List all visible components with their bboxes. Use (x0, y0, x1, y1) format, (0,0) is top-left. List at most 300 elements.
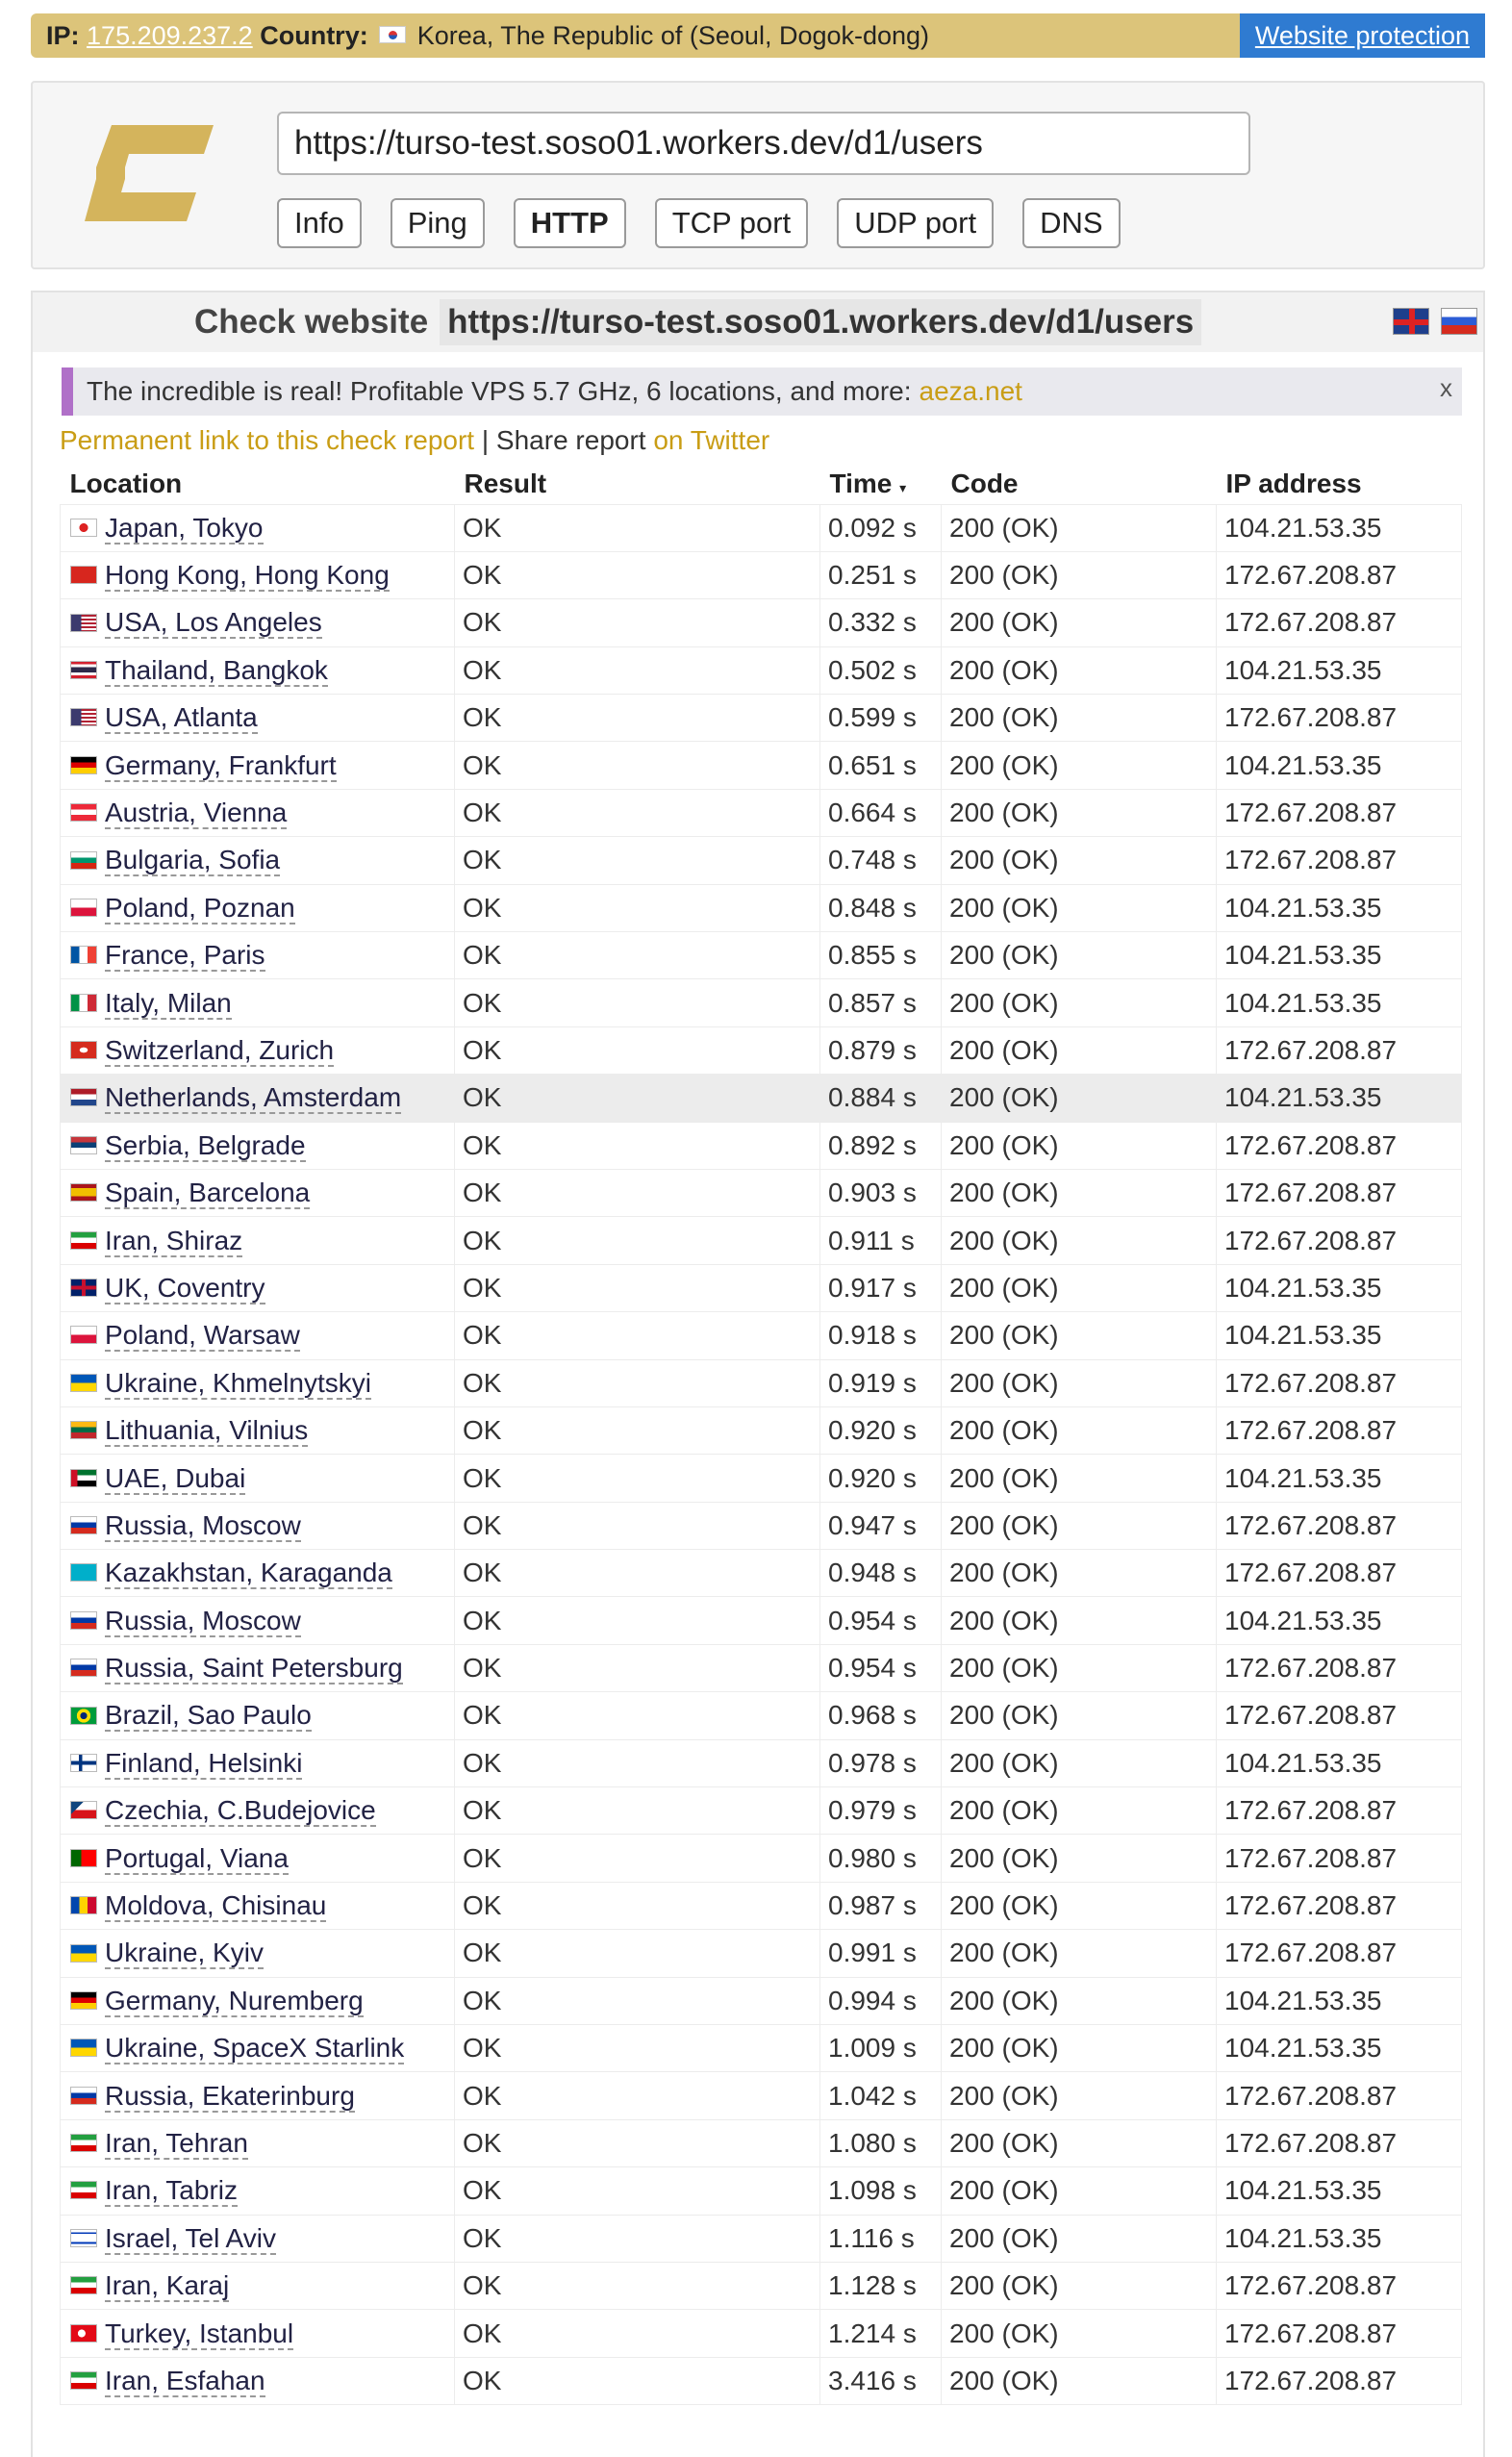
table-row (61, 2025, 1462, 2072)
cell-location (61, 2310, 455, 2357)
cell-location (61, 837, 455, 884)
cell-code: 200 (OK) (942, 2167, 1217, 2215)
flag-ir-icon (70, 2134, 97, 2152)
location-link[interactable]: Italy, Milan (105, 987, 232, 1018)
location-link[interactable]: USA, Atlanta (105, 702, 258, 733)
tab-info[interactable]: Info (277, 198, 362, 248)
cell-result: OK (455, 742, 820, 789)
cell-result: OK (455, 1835, 820, 1882)
cell-location (61, 1597, 455, 1644)
flag-tr-icon (70, 2324, 97, 2343)
table-row (61, 2119, 1462, 2166)
table-row (61, 884, 1462, 931)
cell-code: 200 (OK) (942, 2025, 1217, 2072)
cell-code: 200 (OK) (942, 1930, 1217, 1977)
ad-link[interactable]: aeza.net (919, 376, 1022, 406)
sort-arrow-icon: ▾ (899, 479, 907, 495)
cell-result: OK (455, 1359, 820, 1406)
cell-location (61, 504, 455, 551)
share-line (60, 425, 769, 456)
cell-ip: 104.21.53.35 (1217, 2167, 1462, 2215)
table-row (61, 789, 1462, 836)
cell-ip: 104.21.53.35 (1217, 884, 1462, 931)
location-link[interactable]: Moldova, Chisinau (105, 1890, 327, 1921)
cell-result: OK (455, 1406, 820, 1454)
ip-link[interactable]: 175.209.237.2 (87, 20, 253, 50)
location-link[interactable]: France, Paris (105, 940, 265, 971)
cell-time: 3.416 s (820, 2357, 942, 2404)
cell-time: 0.920 s (820, 1455, 942, 1502)
cell-location (61, 2025, 455, 2072)
permalink-link[interactable]: Permanent link to this check report (60, 425, 475, 455)
table-row (61, 2167, 1462, 2215)
cell-location (61, 742, 455, 789)
cell-result: OK (455, 2025, 820, 2072)
cell-location (61, 1550, 455, 1597)
cell-ip: 104.21.53.35 (1217, 979, 1462, 1026)
cell-code: 200 (OK) (942, 1597, 1217, 1644)
cell-ip: 172.67.208.87 (1217, 1692, 1462, 1739)
cell-code: 200 (OK) (942, 1835, 1217, 1882)
cell-result: OK (455, 1692, 820, 1739)
table-row (61, 1644, 1462, 1691)
cell-result: OK (455, 1075, 820, 1122)
ad-banner (62, 367, 1462, 416)
url-input[interactable] (277, 112, 1250, 175)
cell-location (61, 1787, 455, 1835)
cell-ip: 172.67.208.87 (1217, 1026, 1462, 1074)
location-link[interactable]: Iran, Esfahan (105, 2365, 265, 2395)
table-row (61, 1930, 1462, 1977)
cell-time: 0.918 s (820, 1312, 942, 1359)
column-header-code[interactable]: Code (950, 468, 1019, 498)
cell-result: OK (455, 2167, 820, 2215)
column-header-time[interactable] (820, 464, 942, 504)
cell-code: 200 (OK) (942, 1502, 1217, 1549)
cell-result: OK (455, 1217, 820, 1264)
cell-code: 200 (OK) (942, 1644, 1217, 1691)
cell-code: 200 (OK) (942, 2357, 1217, 2404)
cell-code: 200 (OK) (942, 551, 1217, 598)
cell-ip: 172.67.208.87 (1217, 1169, 1462, 1216)
location-link[interactable]: Bulgaria, Sofia (105, 845, 281, 875)
cell-ip: 104.21.53.35 (1217, 2025, 1462, 2072)
cell-result: OK (455, 1882, 820, 1929)
cell-location (61, 1406, 455, 1454)
cell-code: 200 (OK) (942, 1122, 1217, 1169)
cell-time: 0.978 s (820, 1739, 942, 1786)
cell-result: OK (455, 646, 820, 694)
flag-gb-icon (70, 1279, 97, 1297)
cell-result: OK (455, 551, 820, 598)
table-row (61, 599, 1462, 646)
check-type-tabs (277, 198, 1121, 248)
cell-code: 200 (OK) (942, 504, 1217, 551)
cell-ip: 104.21.53.35 (1217, 2215, 1462, 2262)
cell-result: OK (455, 1739, 820, 1786)
cell-time: 0.664 s (820, 789, 942, 836)
cell-time: 0.748 s (820, 837, 942, 884)
cell-code: 200 (OK) (942, 1359, 1217, 1406)
cell-result: OK (455, 979, 820, 1026)
cell-ip: 104.21.53.35 (1217, 1312, 1462, 1359)
cell-location (61, 2072, 455, 2119)
cell-time: 0.892 s (820, 1122, 942, 1169)
cell-location (61, 2215, 455, 2262)
table-row (61, 2357, 1462, 2404)
cell-ip: 172.67.208.87 (1217, 695, 1462, 742)
cell-location (61, 2262, 455, 2309)
cell-time: 1.214 s (820, 2310, 942, 2357)
visitor-info (31, 21, 1240, 51)
location-link[interactable]: Portugal, Viana (105, 1842, 289, 1873)
table-row (61, 1122, 1462, 1169)
tab-udp-port[interactable]: UDP port (837, 198, 994, 248)
cell-location (61, 1264, 455, 1311)
location-link[interactable]: Russia, Saint Petersburg (105, 1653, 403, 1684)
tab-dns[interactable]: DNS (1022, 198, 1120, 248)
share-label: | Share report (474, 425, 654, 455)
cell-ip: 172.67.208.87 (1217, 1502, 1462, 1549)
cell-time: 0.884 s (820, 1075, 942, 1122)
location-link[interactable]: Poland, Poznan (105, 892, 295, 923)
location-link[interactable]: Netherlands, Amsterdam (105, 1082, 402, 1113)
flag-ua-icon (70, 1944, 97, 1963)
location-link[interactable]: Iran, Shiraz (105, 1225, 243, 1255)
flag-ru-icon (70, 1659, 97, 1677)
flag-nl-icon (70, 1088, 97, 1106)
table-row (61, 1597, 1462, 1644)
cell-result: OK (455, 2119, 820, 2166)
location-link[interactable]: Serbia, Belgrade (105, 1129, 306, 1160)
flag-rs-icon (70, 1136, 97, 1154)
cell-code: 200 (OK) (942, 837, 1217, 884)
flag-pl-icon (70, 1326, 97, 1344)
cell-code: 200 (OK) (942, 2215, 1217, 2262)
close-icon[interactable]: x (1440, 373, 1452, 402)
cell-result: OK (455, 1644, 820, 1691)
cell-result: OK (455, 1122, 820, 1169)
location-link[interactable]: Czechia, C.Budejovice (105, 1795, 376, 1826)
flag-ir-icon (70, 2181, 97, 2199)
cell-ip: 172.67.208.87 (1217, 1550, 1462, 1597)
flag-kz-icon (70, 1563, 97, 1582)
cell-code: 200 (OK) (942, 1882, 1217, 1929)
flag-ru-icon (70, 1516, 97, 1534)
table-row (61, 1882, 1462, 1929)
location-link[interactable]: USA, Los Angeles (105, 607, 322, 638)
check-form (31, 81, 1485, 269)
logo-icon[interactable] (83, 119, 217, 227)
cell-code: 200 (OK) (942, 599, 1217, 646)
cell-time: 1.116 s (820, 2215, 942, 2262)
cell-code: 200 (OK) (942, 1739, 1217, 1786)
cell-ip: 104.21.53.35 (1217, 932, 1462, 979)
cell-code: 200 (OK) (942, 789, 1217, 836)
table-row (61, 1217, 1462, 1264)
flag-cz-icon (70, 1801, 97, 1819)
cell-time: 0.954 s (820, 1597, 942, 1644)
flag-at-icon (70, 803, 97, 822)
cell-time: 1.009 s (820, 2025, 942, 2072)
cell-time: 0.919 s (820, 1359, 942, 1406)
location-link[interactable]: UAE, Dubai (105, 1462, 246, 1493)
cell-ip: 172.67.208.87 (1217, 1882, 1462, 1929)
location-link[interactable]: UK, Coventry (105, 1272, 265, 1303)
cell-location (61, 884, 455, 931)
country-label: Country: (260, 20, 368, 50)
cell-ip: 104.21.53.35 (1217, 1455, 1462, 1502)
table-row (61, 742, 1462, 789)
cell-time: 0.502 s (820, 646, 942, 694)
cell-result: OK (455, 789, 820, 836)
flag-ae-icon (70, 1469, 97, 1487)
flag-ir-icon (70, 2276, 97, 2294)
table-row (61, 2072, 1462, 2119)
cell-location (61, 789, 455, 836)
cell-result: OK (455, 837, 820, 884)
location-link[interactable]: Iran, Tabriz (105, 2175, 238, 2206)
flag-pl-icon (70, 899, 97, 917)
cell-result: OK (455, 1169, 820, 1216)
flag-jp-icon (70, 519, 97, 537)
column-header-location[interactable]: Location (69, 468, 183, 498)
cell-location (61, 932, 455, 979)
report-header (33, 292, 1483, 352)
cell-ip: 172.67.208.87 (1217, 2262, 1462, 2309)
flag-lt-icon (70, 1421, 97, 1439)
cell-time: 0.987 s (820, 1882, 942, 1929)
tab-tcp-port[interactable]: TCP port (655, 198, 808, 248)
cell-code: 200 (OK) (942, 2119, 1217, 2166)
cell-time: 0.857 s (820, 979, 942, 1026)
location-link[interactable]: Russia, Moscow (105, 1605, 301, 1635)
location-link[interactable]: Finland, Helsinki (105, 1747, 303, 1778)
cell-ip: 172.67.208.87 (1217, 1122, 1462, 1169)
cell-time: 0.920 s (820, 1406, 942, 1454)
cell-time: 0.332 s (820, 599, 942, 646)
cell-time: 0.855 s (820, 932, 942, 979)
cell-code: 200 (OK) (942, 1550, 1217, 1597)
cell-time: 0.251 s (820, 551, 942, 598)
cell-time: 0.980 s (820, 1835, 942, 1882)
flag-it-icon (70, 994, 97, 1012)
cell-time: 0.954 s (820, 1644, 942, 1691)
cell-code: 200 (OK) (942, 2072, 1217, 2119)
cell-location (61, 1977, 455, 2024)
flag-fi-icon (70, 1754, 97, 1772)
location-link[interactable]: Iran, Karaj (105, 2270, 230, 2301)
table-row (61, 979, 1462, 1026)
report-url: https://turso-test.soso01.workers.dev/d1/users (440, 299, 1201, 345)
cell-location (61, 2357, 455, 2404)
cell-ip: 104.21.53.35 (1217, 1075, 1462, 1122)
cell-location (61, 551, 455, 598)
cell-code: 200 (OK) (942, 1075, 1217, 1122)
flag-md-icon (70, 1896, 97, 1914)
flag-us-icon (70, 614, 97, 632)
location-link[interactable]: Ukraine, Khmelnytskyi (105, 1367, 371, 1398)
location-link[interactable]: Lithuania, Vilnius (105, 1415, 309, 1446)
location-link[interactable]: Iran, Tehran (105, 2127, 248, 2158)
table-row (61, 1835, 1462, 1882)
cell-result: OK (455, 1455, 820, 1502)
cell-result: OK (455, 1787, 820, 1835)
location-link[interactable]: Austria, Vienna (105, 798, 288, 828)
cell-time: 0.599 s (820, 695, 942, 742)
flag-us-icon (70, 708, 97, 726)
table-row (61, 1075, 1462, 1122)
cell-ip: 172.67.208.87 (1217, 551, 1462, 598)
cell-location (61, 1122, 455, 1169)
cell-code: 200 (OK) (942, 2310, 1217, 2357)
cell-ip: 172.67.208.87 (1217, 789, 1462, 836)
cell-time: 1.042 s (820, 2072, 942, 2119)
cell-location (61, 1930, 455, 1977)
location-link[interactable]: Switzerland, Zurich (105, 1034, 335, 1065)
cell-time: 0.994 s (820, 1977, 942, 2024)
cell-time: 0.651 s (820, 742, 942, 789)
cell-location (61, 599, 455, 646)
cell-result: OK (455, 1977, 820, 2024)
flag-ru-icon (70, 1611, 97, 1630)
flag-bg-icon (70, 851, 97, 870)
table-row (61, 1739, 1462, 1786)
cell-time: 0.948 s (820, 1550, 942, 1597)
cell-location (61, 695, 455, 742)
cell-code: 200 (OK) (942, 1977, 1217, 2024)
cell-time: 0.911 s (820, 1217, 942, 1264)
website-protection-link[interactable]: Website protection (1240, 13, 1485, 58)
cell-ip: 172.67.208.87 (1217, 1787, 1462, 1835)
cell-code: 200 (OK) (942, 1787, 1217, 1835)
location-link[interactable]: Japan, Tokyo (105, 512, 264, 543)
cell-code: 200 (OK) (942, 646, 1217, 694)
tab-http[interactable]: HTTP (514, 198, 626, 248)
cell-ip: 104.21.53.35 (1217, 1264, 1462, 1311)
cell-result: OK (455, 1264, 820, 1311)
cell-time: 0.848 s (820, 884, 942, 931)
cell-result: OK (455, 1930, 820, 1977)
table-header-row (61, 464, 1462, 504)
flag-ir-icon (70, 2371, 97, 2390)
cell-time: 1.080 s (820, 2119, 942, 2166)
flag-ir-icon (70, 1231, 97, 1250)
cell-result: OK (455, 1502, 820, 1549)
flag-de-icon (70, 756, 97, 774)
cell-location (61, 1075, 455, 1122)
location-link[interactable]: Germany, Frankfurt (105, 749, 337, 780)
cell-location (61, 1739, 455, 1786)
cell-location (61, 2167, 455, 2215)
flag-br-icon (70, 1707, 97, 1725)
flag-th-icon (70, 661, 97, 679)
cell-code: 200 (OK) (942, 1692, 1217, 1739)
table-row (61, 1026, 1462, 1074)
cell-ip: 172.67.208.87 (1217, 1217, 1462, 1264)
cell-location (61, 1455, 455, 1502)
location-link[interactable]: Germany, Nuremberg (105, 1985, 364, 2015)
table-row (61, 1169, 1462, 1216)
flag-pt-icon (70, 1849, 97, 1867)
korea-flag-icon (379, 26, 406, 43)
country-value: Korea, The Republic of (Seoul, Dogok-dong) (416, 20, 930, 50)
cell-time: 1.128 s (820, 2262, 942, 2309)
english-flag-icon[interactable] (1393, 308, 1429, 335)
column-header-result[interactable]: Result (464, 468, 547, 498)
tab-ping[interactable]: Ping (391, 198, 485, 248)
flag-ch-icon (70, 1041, 97, 1059)
cell-location (61, 1502, 455, 1549)
location-link[interactable]: Poland, Warsaw (105, 1320, 300, 1351)
cell-location (61, 1359, 455, 1406)
cell-ip: 172.67.208.87 (1217, 1644, 1462, 1691)
twitter-share-link[interactable]: on Twitter (653, 425, 770, 455)
cell-result: OK (455, 2262, 820, 2309)
table-row (61, 2262, 1462, 2309)
flag-hk-icon (70, 566, 97, 584)
cell-result: OK (455, 1026, 820, 1074)
table-row (61, 504, 1462, 551)
cell-time: 1.098 s (820, 2167, 942, 2215)
cell-result: OK (455, 932, 820, 979)
cell-location (61, 1644, 455, 1691)
cell-code: 200 (OK) (942, 1217, 1217, 1264)
cell-result: OK (455, 2310, 820, 2357)
cell-result: OK (455, 2357, 820, 2404)
location-link[interactable]: Israel, Tel Aviv (105, 2222, 276, 2253)
cell-time: 0.991 s (820, 1930, 942, 1977)
location-link[interactable]: Ukraine, SpaceX Starlink (105, 2033, 405, 2064)
cell-ip: 172.67.208.87 (1217, 1406, 1462, 1454)
cell-code: 200 (OK) (942, 742, 1217, 789)
cell-code: 200 (OK) (942, 1406, 1217, 1454)
cell-time: 0.092 s (820, 504, 942, 551)
ip-label: IP: (46, 20, 80, 50)
table-row (61, 1550, 1462, 1597)
cell-location (61, 1026, 455, 1074)
cell-ip: 104.21.53.35 (1217, 504, 1462, 551)
cell-location (61, 1169, 455, 1216)
cell-location (61, 1217, 455, 1264)
location-link[interactable]: Thailand, Bangkok (105, 654, 328, 685)
cell-result: OK (455, 599, 820, 646)
russian-flag-icon[interactable] (1441, 308, 1477, 335)
flag-ua-icon (70, 1374, 97, 1392)
location-link[interactable]: Kazakhstan, Karaganda (105, 1558, 392, 1588)
table-row (61, 932, 1462, 979)
column-header-ip[interactable]: IP address (1225, 468, 1362, 498)
ad-text: The incredible is real! Profitable VPS 5.7 GHz, 6 locations, and more: (87, 376, 912, 406)
location-link[interactable]: Brazil, Sao Paulo (105, 1700, 312, 1731)
results-table (60, 464, 1462, 2405)
table-row (61, 695, 1462, 742)
cell-result: OK (455, 1550, 820, 1597)
cell-result: OK (455, 2215, 820, 2262)
cell-code: 200 (OK) (942, 1169, 1217, 1216)
cell-ip: 172.67.208.87 (1217, 2072, 1462, 2119)
location-link[interactable]: Hong Kong, Hong Kong (105, 560, 390, 591)
table-row (61, 837, 1462, 884)
location-link[interactable]: Turkey, Istanbul (105, 2318, 294, 2348)
location-link[interactable]: Russia, Ekaterinburg (105, 2080, 355, 2111)
location-link[interactable]: Spain, Barcelona (105, 1178, 311, 1208)
location-link[interactable]: Russia, Moscow (105, 1509, 301, 1540)
location-link[interactable]: Ukraine, Kyiv (105, 1938, 264, 1968)
cell-ip: 172.67.208.87 (1217, 1930, 1462, 1977)
cell-result: OK (455, 504, 820, 551)
cell-time: 0.979 s (820, 1787, 942, 1835)
